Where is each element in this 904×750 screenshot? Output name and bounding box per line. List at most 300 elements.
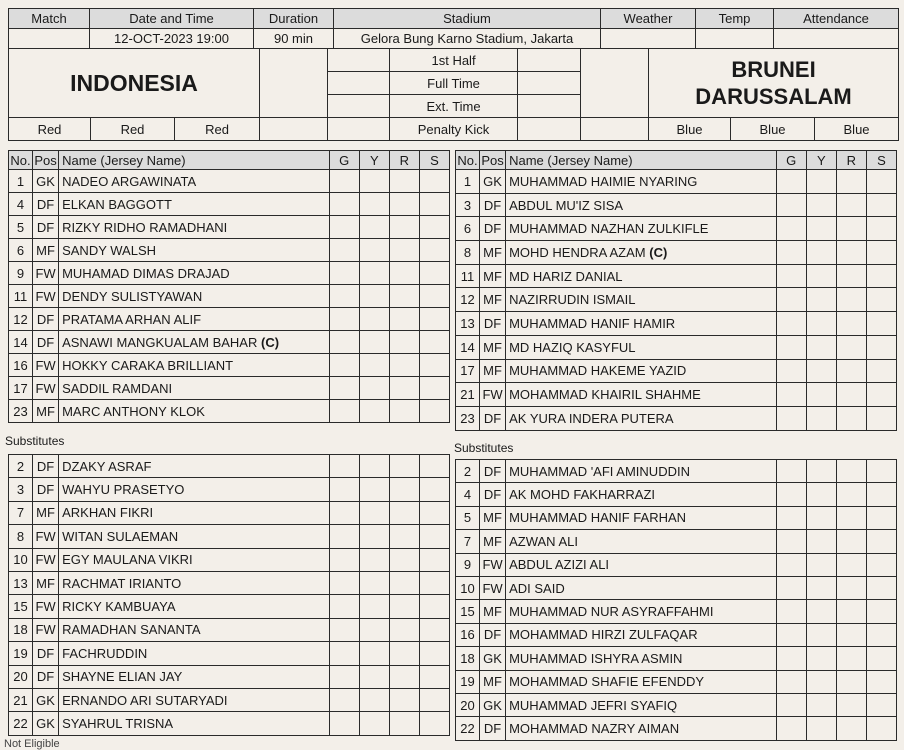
yellow-card-cell: [806, 193, 836, 217]
home-kit-1: Red: [9, 118, 91, 141]
yellow-card-cell: [806, 335, 836, 359]
sub-cell: [866, 460, 896, 483]
player-name-cell: [506, 288, 777, 312]
player-row: [456, 460, 897, 483]
red-card-cell: [389, 478, 419, 501]
sub-cell: [866, 383, 896, 407]
yellow-card-cell: [359, 239, 389, 262]
player-position: MF: [33, 571, 59, 594]
player-position: DF: [33, 455, 59, 478]
player-name-cell: [59, 193, 330, 216]
player-name: HOKKY CARAKA BRILLIANT: [62, 357, 234, 373]
player-row: [9, 618, 450, 641]
away-et-score: [518, 95, 581, 118]
sub-cell: [866, 288, 896, 312]
player-name: RAMADHAN SANANTA: [62, 622, 201, 638]
goals-cell: [776, 623, 806, 646]
player-position: MF: [480, 264, 506, 288]
player-row: [456, 288, 897, 312]
yellow-card-cell: [806, 576, 836, 599]
yellow-card-cell: [359, 285, 389, 308]
away-pk-score: [518, 118, 581, 141]
duration-value: 90 min: [254, 29, 334, 49]
player-number: 1: [9, 170, 33, 193]
footer-note: Not Eligible: [4, 738, 60, 750]
sub-cell: [419, 525, 449, 548]
goals-cell: [329, 285, 359, 308]
player-name: MOHD HENDRA AZAM: [509, 244, 646, 260]
red-card-cell: [389, 455, 419, 478]
sub-cell: [866, 576, 896, 599]
yellow-card-cell: [359, 331, 389, 354]
sub-cell: [866, 217, 896, 241]
sub-cell: [419, 455, 449, 478]
player-name: RACHMAT IRIANTO: [62, 575, 182, 591]
yellow-card-cell: [806, 483, 836, 506]
player-name-cell: [506, 383, 777, 407]
player-name-cell: [506, 647, 777, 670]
red-card-cell: [389, 170, 419, 193]
yellow-card-cell: [359, 308, 389, 331]
player-name-cell: [59, 571, 330, 594]
goals-cell: [329, 308, 359, 331]
goals-cell: [329, 525, 359, 548]
player-row: [456, 335, 897, 359]
red-card-cell: [836, 359, 866, 383]
player-number: 13: [9, 571, 33, 594]
sub-cell: [419, 239, 449, 262]
temp-value: [696, 29, 774, 49]
player-name-cell: [59, 618, 330, 641]
player-row: [456, 576, 897, 599]
player-position: FW: [480, 576, 506, 599]
yellow-card-cell: [806, 647, 836, 670]
yellow-card-cell: [806, 241, 836, 265]
goals-cell: [329, 354, 359, 377]
red-card-cell: [836, 312, 866, 336]
goals-cell: [776, 506, 806, 529]
yellow-card-cell: [806, 359, 836, 383]
player-name: SHAYNE ELIAN JAY: [62, 669, 183, 685]
yellow-card-cell: [359, 400, 389, 423]
sub-cell: [866, 406, 896, 430]
goals-cell: [776, 600, 806, 623]
player-name-cell: [59, 501, 330, 524]
red-card-cell: [836, 623, 866, 646]
player-name-cell: [59, 712, 330, 735]
red-card-cell: [836, 576, 866, 599]
red-card-cell: [836, 530, 866, 553]
yellow-card-cell: [359, 642, 389, 665]
col-yellow-header: Y: [359, 151, 389, 170]
red-card-cell: [389, 239, 419, 262]
home-starters-table: [8, 150, 450, 423]
player-number: 3: [456, 193, 480, 217]
player-position: MF: [480, 335, 506, 359]
player-name: ELKAN BAGGOTT: [62, 196, 172, 212]
player-name-cell: [506, 623, 777, 646]
player-row: [456, 530, 897, 553]
player-row: [456, 193, 897, 217]
home-pk-score: [328, 118, 390, 141]
player-name-cell: [506, 717, 777, 740]
player-name: MUHAMMAD HAKEME YAZID: [509, 363, 687, 379]
player-name-cell: [506, 241, 777, 265]
player-name-cell: [59, 262, 330, 285]
player-name-cell: [506, 576, 777, 599]
goals-cell: [329, 400, 359, 423]
player-position: DF: [480, 217, 506, 241]
goals-cell: [329, 618, 359, 641]
player-number: 23: [9, 400, 33, 423]
player-number: 7: [456, 530, 480, 553]
yellow-card-cell: [806, 693, 836, 716]
player-name-cell: [59, 308, 330, 331]
yellow-card-cell: [806, 217, 836, 241]
red-card-cell: [389, 712, 419, 735]
period-penalty: Penalty Kick: [390, 118, 518, 141]
goals-cell: [776, 483, 806, 506]
player-name: EGY MAULANA VIKRI: [62, 552, 193, 568]
player-row: [456, 312, 897, 336]
player-number: 13: [456, 312, 480, 336]
player-name: AK MOHD FAKHARRAZI: [509, 487, 656, 503]
goals-cell: [329, 548, 359, 571]
sub-cell: [419, 400, 449, 423]
player-position: DF: [480, 717, 506, 740]
sub-cell: [419, 548, 449, 571]
lineup-header-row: [9, 151, 450, 170]
player-name-cell: [59, 478, 330, 501]
player-name: DZAKY ASRAF: [62, 458, 152, 474]
player-name: MUHAMAD DIMAS DRAJAD: [62, 265, 230, 281]
col-sub-header: S: [419, 151, 449, 170]
red-card-cell: [836, 670, 866, 693]
goals-cell: [776, 193, 806, 217]
player-number: 15: [456, 600, 480, 623]
player-position: DF: [33, 642, 59, 665]
goals-cell: [329, 216, 359, 239]
player-name-cell: [506, 600, 777, 623]
home-substitutes-label: Substitutes: [5, 434, 65, 448]
player-position: GK: [33, 688, 59, 711]
goals-cell: [329, 331, 359, 354]
player-row: [9, 688, 450, 711]
player-number: 6: [456, 217, 480, 241]
player-name: ASNAWI MANGKUALAM BAHAR: [62, 334, 258, 350]
player-number: 18: [456, 647, 480, 670]
sub-cell: [419, 712, 449, 735]
player-number: 21: [456, 383, 480, 407]
sub-cell: [866, 623, 896, 646]
yellow-card-cell: [359, 688, 389, 711]
player-number: 15: [9, 595, 33, 618]
goals-cell: [329, 377, 359, 400]
goals-cell: [329, 193, 359, 216]
player-position: DF: [33, 193, 59, 216]
player-number: 2: [9, 455, 33, 478]
player-name: RIZKY RIDHO RAMADHANI: [62, 219, 228, 235]
goals-cell: [329, 239, 359, 262]
player-row: [456, 264, 897, 288]
away-kit-1: Blue: [649, 118, 731, 141]
player-name: AK YURA INDERA PUTERA: [509, 410, 674, 426]
player-name-cell: [506, 170, 777, 194]
player-name-cell: [59, 665, 330, 688]
player-position: DF: [33, 665, 59, 688]
yellow-card-cell: [806, 506, 836, 529]
goals-cell: [329, 170, 359, 193]
red-card-cell: [389, 308, 419, 331]
player-position: MF: [480, 506, 506, 529]
player-name: SYAHRUL TRISNA: [62, 715, 174, 731]
lineup-header-row: [456, 151, 897, 170]
player-name-cell: [59, 239, 330, 262]
yellow-card-cell: [359, 571, 389, 594]
red-card-cell: [389, 193, 419, 216]
player-position: MF: [480, 600, 506, 623]
player-row: [456, 670, 897, 693]
player-position: DF: [33, 478, 59, 501]
red-card-cell: [836, 241, 866, 265]
player-row: [9, 595, 450, 618]
goals-cell: [776, 693, 806, 716]
red-card-cell: [836, 693, 866, 716]
player-position: GK: [33, 712, 59, 735]
player-number: 17: [456, 359, 480, 383]
player-row: [456, 693, 897, 716]
weather-value: [601, 29, 696, 49]
captain-badge: (C): [261, 334, 280, 350]
player-number: 9: [456, 553, 480, 576]
red-card-cell: [836, 193, 866, 217]
player-name: MUHAMMAD JEFRI SYAFIQ: [509, 697, 678, 713]
player-name: ERNANDO ARI SUTARYADI: [62, 692, 228, 708]
period-full-time: Full Time: [390, 72, 518, 95]
player-name: RICKY KAMBUAYA: [62, 599, 176, 615]
yellow-card-cell: [359, 548, 389, 571]
goals-cell: [776, 717, 806, 740]
player-number: 19: [456, 670, 480, 693]
player-row: [9, 285, 450, 308]
sub-cell: [419, 688, 449, 711]
home-1h-score: [328, 49, 390, 72]
player-name-cell: [506, 193, 777, 217]
player-row: [456, 483, 897, 506]
player-row: [456, 383, 897, 407]
red-card-cell: [389, 377, 419, 400]
player-position: FW: [33, 285, 59, 308]
col-pos-header: Pos: [34, 152, 57, 168]
home-kit-3: Red: [175, 118, 260, 141]
player-row: [9, 525, 450, 548]
yellow-card-cell: [359, 193, 389, 216]
player-row: [9, 239, 450, 262]
player-position: MF: [480, 359, 506, 383]
goals-cell: [329, 501, 359, 524]
yellow-card-cell: [359, 618, 389, 641]
goals-cell: [776, 288, 806, 312]
red-card-cell: [836, 483, 866, 506]
sub-cell: [419, 571, 449, 594]
yellow-card-cell: [359, 525, 389, 548]
player-number: 19: [9, 642, 33, 665]
player-position: DF: [33, 308, 59, 331]
away-score-cell: [581, 49, 649, 118]
red-card-cell: [389, 262, 419, 285]
player-position: FW: [33, 354, 59, 377]
player-number: 10: [9, 548, 33, 571]
player-number: 12: [456, 288, 480, 312]
red-card-cell: [836, 717, 866, 740]
player-row: [456, 600, 897, 623]
player-name-cell: [506, 670, 777, 693]
player-position: DF: [480, 460, 506, 483]
sub-cell: [419, 618, 449, 641]
goals-cell: [776, 530, 806, 553]
home-et-score: [328, 95, 390, 118]
sub-cell: [419, 665, 449, 688]
away-kit-2: Blue: [731, 118, 815, 141]
player-name-cell: [506, 359, 777, 383]
player-row: [456, 406, 897, 430]
player-position: GK: [33, 170, 59, 193]
score-table: [8, 48, 899, 141]
sub-cell: [419, 595, 449, 618]
goals-cell: [776, 170, 806, 194]
sub-cell: [419, 354, 449, 377]
period-first-half: 1st Half: [390, 49, 518, 72]
sub-cell: [419, 193, 449, 216]
player-position: FW: [33, 525, 59, 548]
player-number: 3: [9, 478, 33, 501]
player-row: [9, 216, 450, 239]
player-position: FW: [480, 553, 506, 576]
sub-cell: [866, 264, 896, 288]
player-row: [9, 642, 450, 665]
player-name-cell: [59, 170, 330, 193]
player-row: [456, 359, 897, 383]
home-kit-2: Red: [91, 118, 175, 141]
home-pk-total: [260, 118, 328, 141]
goals-cell: [329, 571, 359, 594]
sub-cell: [866, 483, 896, 506]
home-ft-score: [328, 72, 390, 95]
player-number: 4: [456, 483, 480, 506]
player-position: GK: [480, 693, 506, 716]
match-info-table: [8, 8, 899, 49]
yellow-card-cell: [806, 383, 836, 407]
player-name-cell: [59, 216, 330, 239]
player-position: DF: [480, 193, 506, 217]
player-name: MD HARIZ DANIAL: [509, 268, 623, 284]
red-card-cell: [836, 264, 866, 288]
player-number: 5: [456, 506, 480, 529]
red-card-cell: [836, 383, 866, 407]
player-name: MUHAMMAD ISHYRA ASMIN: [509, 650, 683, 666]
weather-label: Weather: [601, 9, 696, 29]
player-name: NAZIRRUDIN ISMAIL: [509, 292, 636, 308]
yellow-card-cell: [359, 216, 389, 239]
player-name-cell: [506, 264, 777, 288]
player-number: 8: [9, 525, 33, 548]
red-card-cell: [836, 553, 866, 576]
sub-cell: [866, 335, 896, 359]
col-pos-header: Pos: [481, 152, 504, 168]
stadium-value: Gelora Bung Karno Stadium, Jakarta: [334, 29, 601, 49]
player-position: DF: [480, 406, 506, 430]
away-substitutes-label: Substitutes: [454, 441, 514, 455]
player-row: [456, 623, 897, 646]
goals-cell: [329, 665, 359, 688]
sub-cell: [419, 262, 449, 285]
player-row: [9, 377, 450, 400]
player-name-cell: [59, 525, 330, 548]
period-ext-time: Ext. Time: [390, 95, 518, 118]
yellow-card-cell: [806, 170, 836, 194]
player-name-cell: [506, 506, 777, 529]
red-card-cell: [836, 406, 866, 430]
player-row: [9, 331, 450, 354]
goals-cell: [329, 642, 359, 665]
yellow-card-cell: [359, 455, 389, 478]
player-name: SADDIL RAMDANI: [62, 380, 173, 396]
sub-cell: [866, 600, 896, 623]
home-subs-table: [8, 454, 450, 736]
player-name-cell: [506, 312, 777, 336]
player-number: 20: [456, 693, 480, 716]
date-time-label: Date and Time: [90, 9, 254, 29]
player-row: [456, 506, 897, 529]
goals-cell: [776, 383, 806, 407]
red-card-cell: [836, 217, 866, 241]
red-card-cell: [836, 335, 866, 359]
goals-cell: [329, 478, 359, 501]
player-name-cell: [59, 285, 330, 308]
player-name: MUHAMMAD NUR ASYRAFFAHMI: [509, 604, 714, 620]
match-value: [9, 29, 90, 49]
goals-cell: [776, 576, 806, 599]
red-card-cell: [389, 501, 419, 524]
yellow-card-cell: [359, 478, 389, 501]
away-kit-3: Blue: [815, 118, 899, 141]
player-position: DF: [480, 623, 506, 646]
player-name: MUHAMMAD HAIMIE NYARING: [509, 173, 698, 189]
goals-cell: [776, 647, 806, 670]
yellow-card-cell: [806, 670, 836, 693]
player-name: PRATAMA ARHAN ALIF: [62, 311, 202, 327]
col-goals-header: G: [329, 151, 359, 170]
yellow-card-cell: [806, 288, 836, 312]
goals-cell: [329, 688, 359, 711]
temp-label: Temp: [696, 9, 774, 29]
yellow-card-cell: [359, 501, 389, 524]
player-position: FW: [33, 548, 59, 571]
player-position: DF: [480, 483, 506, 506]
player-name: MUHAMMAD 'AFI AMINUDDIN: [509, 463, 690, 479]
player-row: [9, 170, 450, 193]
red-card-cell: [389, 618, 419, 641]
sub-cell: [866, 693, 896, 716]
player-position: FW: [480, 383, 506, 407]
player-row: [9, 665, 450, 688]
player-position: MF: [480, 241, 506, 265]
player-row: [9, 400, 450, 423]
goals-cell: [776, 670, 806, 693]
player-name-cell: [59, 642, 330, 665]
home-team-name: INDONESIA: [9, 49, 260, 118]
player-position: MF: [480, 288, 506, 312]
